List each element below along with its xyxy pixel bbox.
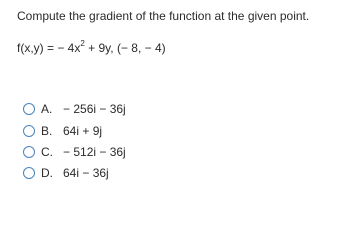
function-lhs: f(x,y) = − 4x [17,41,81,55]
option-letter: D. [41,166,53,180]
option-text: 64i + 9j [63,124,103,138]
option-text: − 256i − 36j [63,102,126,116]
function-rhs: + 9y, (− 8, − 4) [84,41,166,55]
option-text: − 512i − 36j [63,145,126,159]
option-a[interactable] [23,101,126,117]
option-letter: B. [41,124,53,138]
radio-button-icon[interactable] [23,167,35,179]
option-b[interactable] [23,123,102,139]
function-exponent: 2 [80,39,85,48]
radio-button-icon[interactable] [23,146,35,158]
function-expression [17,40,166,55]
option-letter: C. [41,145,53,159]
option-c[interactable] [23,144,126,160]
option-text: 64i − 36j [63,166,109,180]
option-d[interactable] [23,165,109,181]
question-prompt: Compute the gradient of the function at the given point. [17,9,310,23]
radio-button-icon[interactable] [23,103,35,115]
radio-button-icon[interactable] [23,125,35,137]
option-letter: A. [41,102,53,116]
